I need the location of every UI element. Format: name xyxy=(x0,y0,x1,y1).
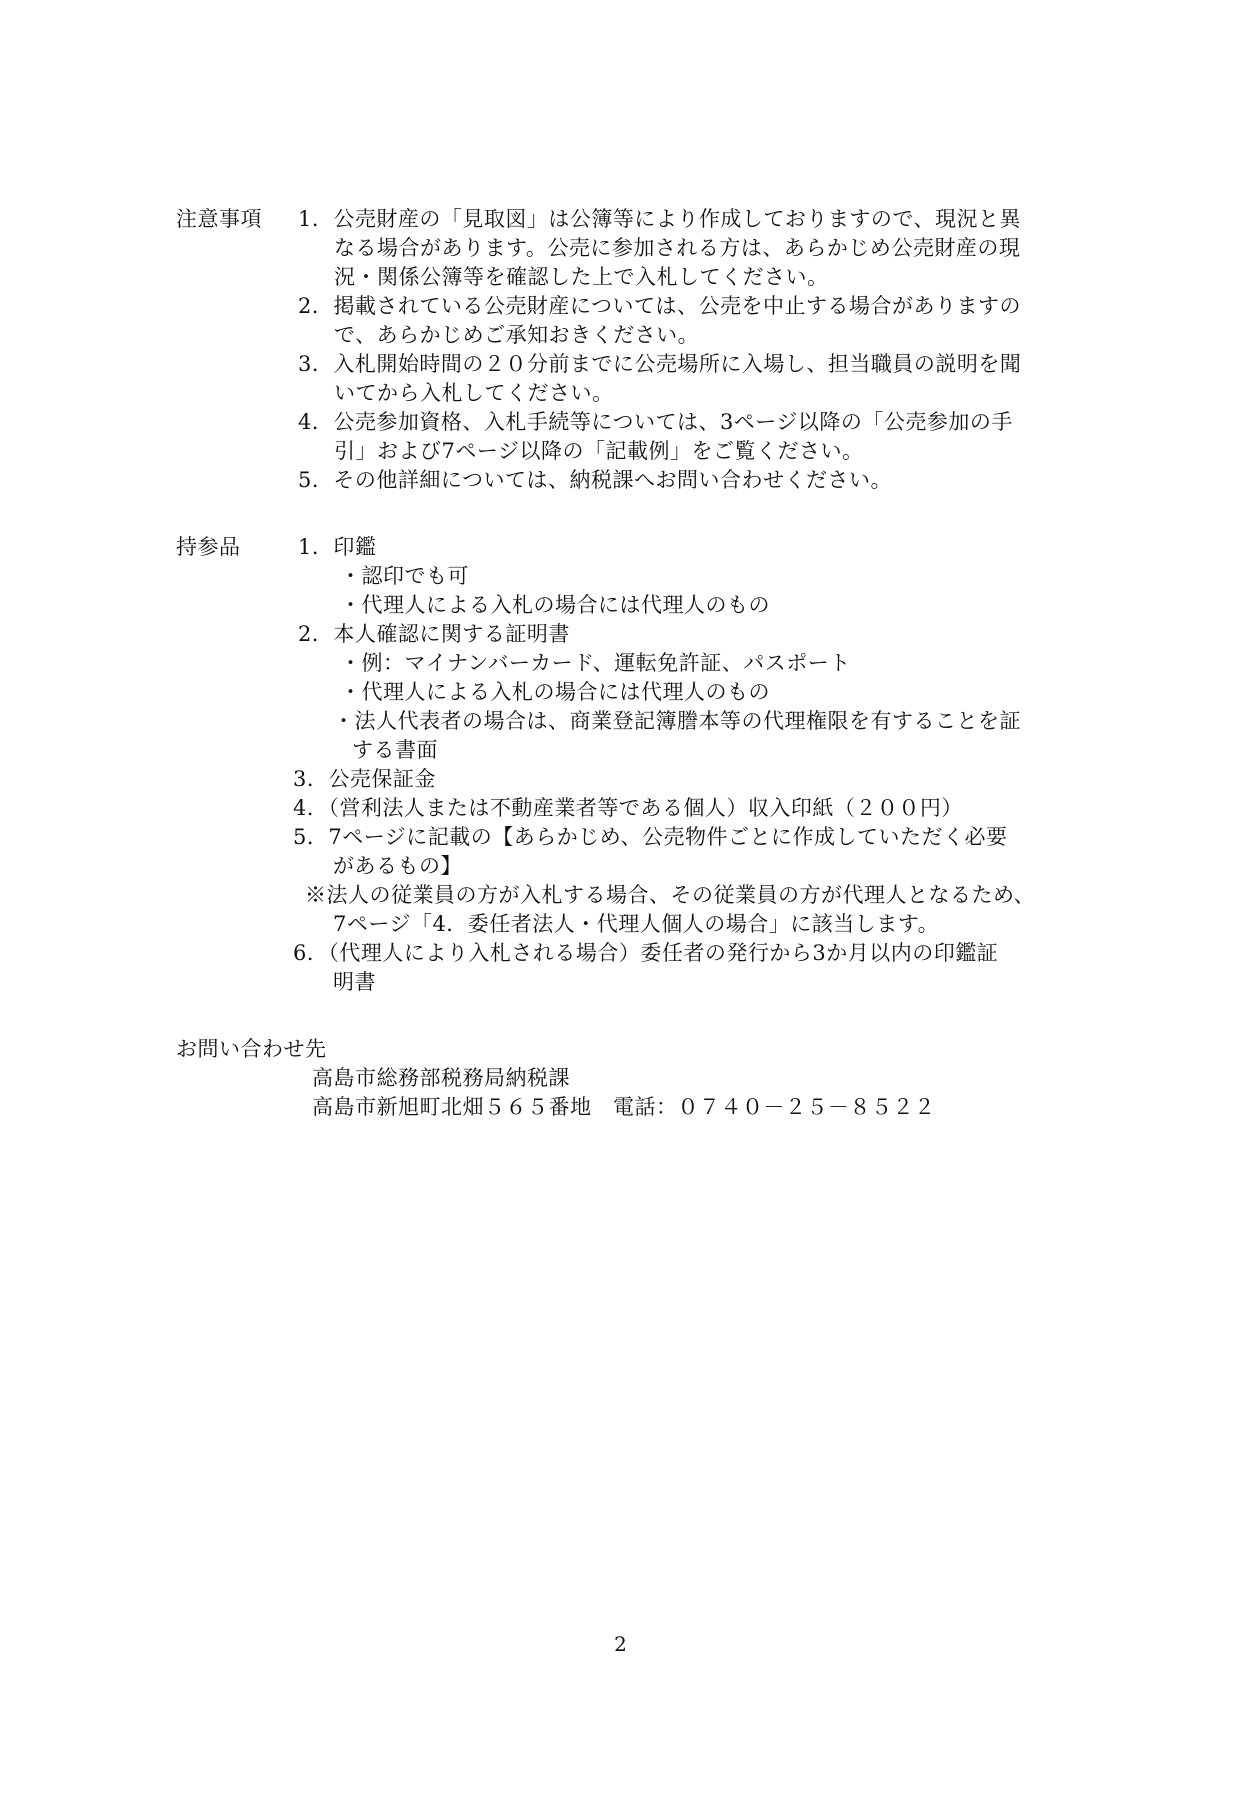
page-number: 2 xyxy=(614,1632,627,1656)
items-heading: 持参品 xyxy=(176,535,241,559)
item-4: 4．（営利法人または不動産業者等である個人）収入印紙（２００円） xyxy=(293,796,963,820)
item-2-sub-3-line-1: ・法人代表者の場合は、商業登記簿謄本等の代理権限を有することを証 xyxy=(333,709,1021,733)
item-2: 2．本人確認に関する証明書 xyxy=(298,622,570,646)
note-5-line-1: 5．その他詳細については、納税課へお問い合わせください。 xyxy=(298,468,892,492)
contact-heading: お問い合わせ先 xyxy=(176,1037,327,1061)
item-1-sub-2: ・代理人による入札の場合には代理人のもの xyxy=(340,593,770,617)
item-1-sub-1: ・認印でも可 xyxy=(340,564,469,588)
contact-department: 高島市総務部税務局納税課 xyxy=(312,1066,570,1090)
item-6-line-1: 6．（代理人により入札される場合）委任者の発行から3か月以内の印鑑証 xyxy=(293,941,999,965)
note-1-line-3: 況・関係公簿等を確認した上で入札してください。 xyxy=(334,265,829,289)
item-6-line-2: 明書 xyxy=(333,970,376,994)
note-4-line-2: 引」および7ページ以降の「記載例」をご覧ください。 xyxy=(334,439,864,463)
note-1-line-1: 1．公売財産の「見取図」は公簿等により作成しておりますので、現況と異 xyxy=(298,207,1021,231)
note-2-line-1: 2．掲載されている公売財産については、公売を中止する場合がありますの xyxy=(298,294,1021,318)
note-3-line-1: 3．入札開始時間の２０分前までに公売場所に入場し、担当職員の説明を聞 xyxy=(298,352,1022,376)
item-5-line-2: があるもの】 xyxy=(333,854,462,878)
note-4-line-1: 4．公売参加資格、入札手続等については、3ページ以降の「公売参加の手 xyxy=(298,410,1013,434)
item-2-sub-1: ・例：マイナンバーカード、運転免許証、パスポート xyxy=(340,651,851,675)
item-1: 1．印鑑 xyxy=(298,535,377,559)
item-2-sub-2: ・代理人による入札の場合には代理人のもの xyxy=(340,680,770,704)
notes-heading: 注意事項 xyxy=(176,207,262,231)
item-2-sub-3-line-2: する書面 xyxy=(352,738,438,762)
item-5-line-1: 5．7ページに記載の【あらかじめ、公売物件ごとに作成していただく必要 xyxy=(293,825,1008,849)
contact-address-phone: 高島市新旭町北畑５６５番地 電話：０７４０－２５－８５２２ xyxy=(312,1095,936,1119)
item-note-line-1: ※法人の従業員の方が入札する場合、その従業員の方が代理人となるため、 xyxy=(305,883,1036,907)
item-note-line-2: 7ページ「4．委任者法人・代理人個人の場合」に該当します。 xyxy=(333,912,940,936)
note-1-line-2: なる場合があります。公売に参加される方は、あらかじめ公売財産の現 xyxy=(334,236,1021,260)
note-3-line-2: いてから入札してください。 xyxy=(334,381,614,405)
item-3: 3．公売保証金 xyxy=(293,767,436,791)
note-2-line-2: で、あらかじめご承知おきください。 xyxy=(334,323,700,347)
